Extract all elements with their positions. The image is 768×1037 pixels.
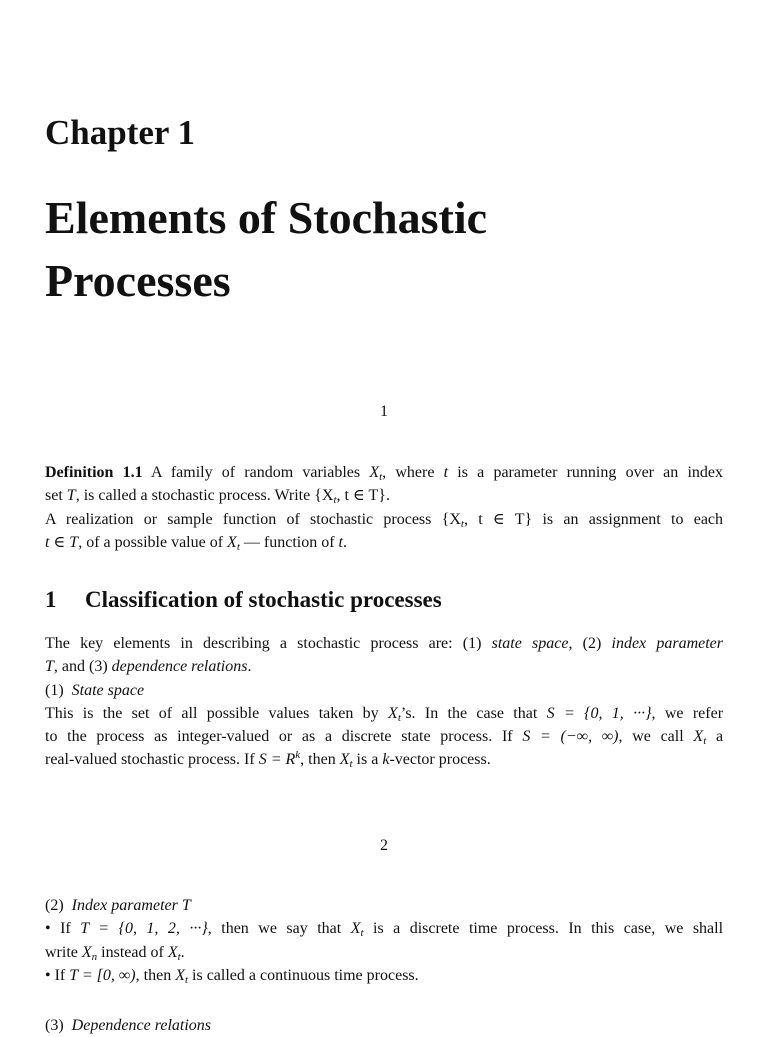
definition-text: , where <box>382 464 435 481</box>
key-element: dependence relations <box>111 658 248 676</box>
section-title: Classification of stochastic processes <box>85 587 442 612</box>
state-space-line-2 <box>45 725 723 748</box>
definition-text: , is called a stochastic process. Write <box>75 487 311 505</box>
state-space-text: This is the set of all possible values taken by <box>45 704 379 722</box>
math-subscript: t <box>333 494 337 507</box>
subheading-title: Index parameter T <box>71 897 191 914</box>
definition-label: Definition 1.1 <box>45 464 143 481</box>
math-var: T <box>66 487 76 505</box>
key-element: index parameter <box>611 635 723 652</box>
definition-text: — function of <box>243 533 335 551</box>
state-space-heading <box>45 679 723 702</box>
bullet-text: • If <box>45 966 66 984</box>
state-space-text: real-valued stochastic process. If <box>45 751 255 769</box>
bullet-text: , then <box>135 966 172 984</box>
key-element: T <box>45 658 54 676</box>
math-expr: t ∈ T <box>45 533 79 551</box>
definition-text: is an assignment to each <box>542 510 724 528</box>
math-set: {X <box>314 487 334 505</box>
chapter-label: Chapter 1 <box>45 113 196 152</box>
index-bullet-1-line-2: write $X_n$ instead of $X_t$. <box>45 943 185 963</box>
math-var: X <box>339 751 350 769</box>
state-space-text: , we call <box>618 728 684 746</box>
definition-line-3 <box>45 508 723 531</box>
subheading-number: (1) <box>45 681 64 699</box>
math-set: , t ∈ T} <box>463 510 533 528</box>
math-expr: S = (−∞, ∞) <box>522 728 619 746</box>
math-expr: S = R <box>258 751 296 769</box>
subheading-number: (3) <box>45 1017 64 1034</box>
math-subscript: t <box>460 517 464 530</box>
math-subscript: t <box>397 711 401 724</box>
index-parameter-heading <box>45 894 723 917</box>
dependence-heading <box>45 1014 723 1037</box>
math-var: X <box>81 943 92 961</box>
state-space-text: , we refer <box>651 704 724 722</box>
state-space-text: -vector process. <box>389 751 491 769</box>
math-expr: T = [0, ∞) <box>69 966 136 984</box>
dependence-heading-line <box>45 1014 723 1037</box>
chapter-title-line-1: Elements of Stochastic <box>45 192 488 243</box>
definition-text: A family of random variables <box>150 464 361 481</box>
math-subscript: n <box>91 950 98 963</box>
state-space-line-3 <box>45 748 723 771</box>
math-set: , t ∈ T} <box>336 487 386 505</box>
definition-paragraph <box>45 461 723 554</box>
definition-text: , of a possible value of <box>78 533 224 551</box>
math-var: t <box>443 464 449 481</box>
state-space-line-1 <box>45 702 723 725</box>
intro-line-2 <box>45 655 723 678</box>
definition-text: set <box>45 487 63 505</box>
math-var: X <box>388 704 398 722</box>
math-subscript: t <box>177 950 181 963</box>
page-number: 1 <box>380 403 388 420</box>
intro-text: The key elements in describing a stochastic process are: (1) <box>45 635 482 652</box>
index-bullet-2 <box>45 964 723 987</box>
definition-line-2: set T, is called a stochastic process. Write {$X_t$, t ∈ T}. <box>45 487 390 507</box>
index-parameter-paragraph <box>45 894 723 987</box>
section-number: 1 <box>45 587 57 612</box>
section-heading <box>45 585 442 615</box>
key-element: state space <box>491 635 569 652</box>
math-var: k <box>382 751 390 769</box>
math-var: X <box>350 920 361 938</box>
state-space-text: ’s. In the case that <box>400 704 538 722</box>
intro-text: . <box>247 658 252 676</box>
math-subscript: t <box>184 973 189 986</box>
intro-text: , and (3) <box>53 658 108 676</box>
math-expr: S = {0, 1, ···} <box>546 704 652 722</box>
math-subscript: t <box>379 471 383 483</box>
state-space-text: a <box>715 728 724 746</box>
math-subscript: t <box>703 735 707 748</box>
intro-text: , (2) <box>568 635 602 652</box>
subheading-title: State space <box>71 681 145 699</box>
bullet-text: is a discrete time process. In this case, we shall <box>373 920 724 938</box>
math-var: X <box>167 943 178 961</box>
bullet-text: • If <box>45 920 71 938</box>
math-var: t <box>338 533 343 551</box>
bullet-text: instead of <box>101 943 164 961</box>
bullet-text: write <box>45 943 78 961</box>
math-var: X <box>693 728 704 746</box>
state-space-text: , then <box>300 751 336 769</box>
math-subscript: t <box>360 927 364 940</box>
math-var: X <box>175 966 185 984</box>
bullet-text: , then we say that <box>207 920 342 938</box>
subheading-title: Dependence relations <box>71 1017 212 1034</box>
math-subscript: t <box>236 540 240 553</box>
bullet-text: is called a continuous time process. <box>192 966 419 984</box>
math-var: X <box>227 533 237 551</box>
math-subscript: t <box>349 758 353 771</box>
classification-paragraph <box>45 632 723 772</box>
index-bullet-1-line-1 <box>45 917 723 940</box>
math-set: {X <box>441 510 461 528</box>
state-space-text: is a <box>356 751 379 769</box>
definition-line-1 <box>45 461 723 484</box>
state-space-text: to the process as integer-valued or as a discrete state process. If <box>45 728 513 746</box>
definition-text: A realization or sample function of stochastic process <box>45 510 432 528</box>
math-superscript: k <box>295 749 301 762</box>
math-expr: T = {0, 1, 2, ···} <box>80 920 208 938</box>
definition-line-4: t ∈ T, of a possible value of $X_t$ — function of t. <box>45 533 347 553</box>
intro-line-1 <box>45 632 723 655</box>
math-var: X <box>369 464 380 481</box>
chapter-title <box>45 186 725 312</box>
page-number: 2 <box>380 837 388 854</box>
subheading-number: (2) <box>45 897 64 914</box>
definition-text: is a parameter running over an index <box>457 464 724 481</box>
chapter-title-line-2: Processes <box>45 255 231 306</box>
